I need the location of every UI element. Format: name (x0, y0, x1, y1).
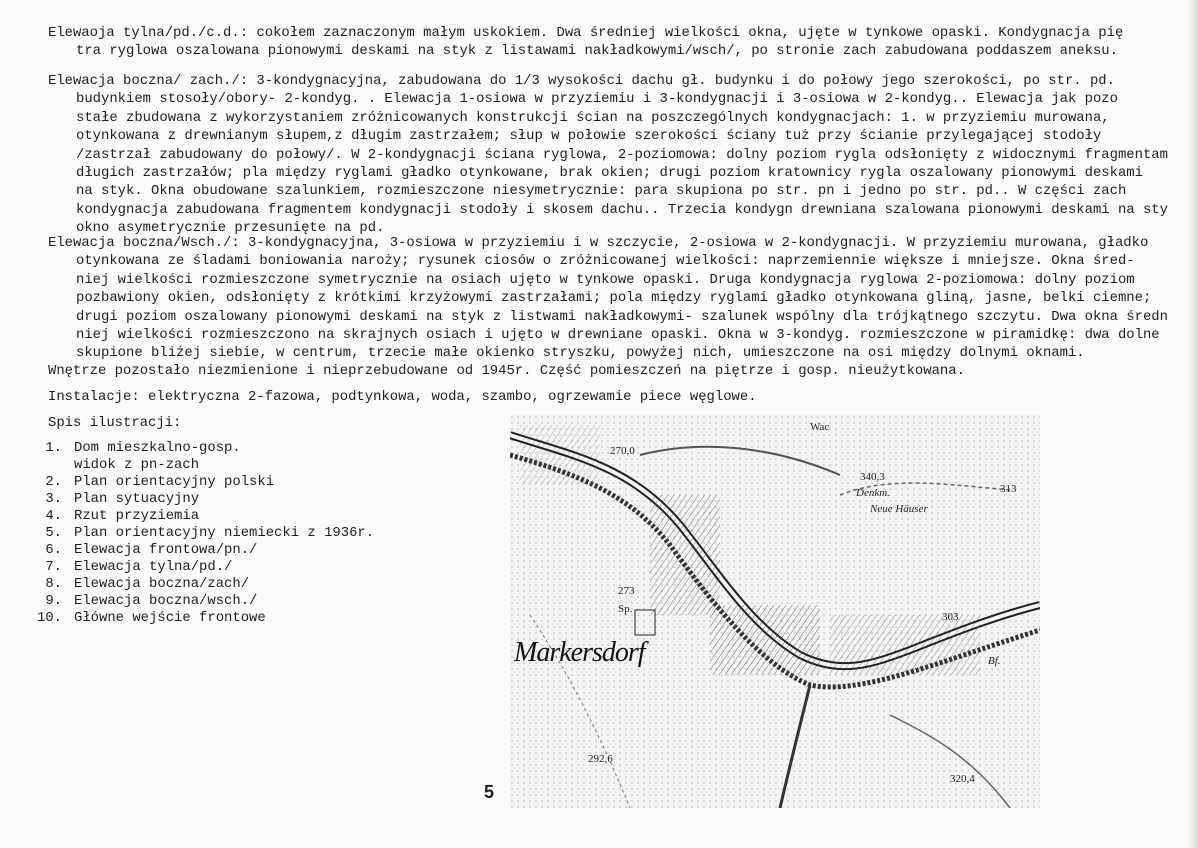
list-number: 2. (45, 474, 62, 490)
text-line: Elewaoja tylna/pd./c.d.: cokołem zaznaczonym małym uskokiem. Dwa średniej wielkości okna, ujęte w tynkowe opaski. Kondygnacja pię (48, 25, 1124, 41)
orientation-map (510, 415, 1040, 808)
list-text: Dom mieszkalno-gosp. (74, 440, 241, 456)
text-line: pozbawiony okien, odsłonięty z krótkimi krzyżowymi zastrzałami; pola między ryglami gładko otynkowana gliną, jasne, belki ciemne; (76, 290, 1152, 307)
map-label: 303 (942, 611, 959, 623)
map-label: 270,0 (610, 445, 635, 457)
text-line: długich zastrzałów; pla między ryglami gładko otynkowane, brak okien; drugi poziom kratownicy rygla oszalowany pionowymi deskami (76, 165, 1143, 181)
text-line: drugi poziom oszalowany pionowymi deskami na styk z listwami nakładkowymi- szalunek wspólny dla trójkątnego szczytu. Dwa okna średn (76, 308, 1168, 325)
text-line: otynkowana z drewnianym słupem,z długim zastrzałem; słup w połowie szerokości ściany tuż przy ścianie przylegającej stodoły (76, 128, 1102, 145)
list-text: Plan orientacyjny niemiecki z 1936r. (74, 525, 375, 541)
page-edge (1188, 0, 1198, 848)
text-line: otynkowana ze śladami boniowania naroży; rysunek ciosów o zróżnicowanej wielkości: naprzemiennie większe i mniejsze. Okna śred- (76, 253, 1135, 270)
list-text: widok z pn-zach (74, 457, 200, 473)
list-text: Plan orientacyjny polski (74, 474, 275, 490)
text-line: na styk. Okna obudowane szalunkiem, rozmieszczone niesymetrycznie: para skupiona po str. pn i jedno po str. pd.. W części zach (76, 183, 1127, 200)
list-text: Plan sytuacyjny (74, 491, 200, 507)
text-line: stałe zbudowana z wykorzystaniem zróżnicowanych konstrukcji ścian na poszczególnych kondygnacjach: 1. w przyziemiu murowana, (76, 109, 1110, 126)
page-number: 5 (484, 782, 495, 802)
text-line: Elewacja boczna/ zach./: 3-kondygnacyjna, zabudowana do 1/3 wysokości dachu gł. budynku i do połowy jego szerokości, po str. pd. (48, 73, 1115, 89)
map-label: 273 (618, 585, 635, 597)
text-line: Elewacja boczna/Wsch./: 3-kondygnacyjna, 3-osiowa w przyziemiu i w szczycie, 2-osiowa w 2-kondygnacji. W przyziemiu murowana, gładko (48, 235, 1149, 251)
text-line: niej wielkości rozmieszczono na skrajnych osiach i ujęto w drewniane opaski. Okna w 3-kondyg. rozmieszczone w piramidkę: dwa dolne (76, 327, 1160, 343)
map-label: 320,4 (950, 773, 975, 785)
map-drawing (510, 415, 1040, 808)
map-label: Neue Häuser (870, 503, 928, 515)
list-text: Elewacja tylna/pd./ (74, 559, 233, 575)
list-number: 9. (45, 593, 62, 609)
list-text: Rzut przyziemia (74, 508, 200, 524)
map-town-label: Markersdorf (514, 637, 645, 668)
text-line: kondygnacja zabudowana fragmentem kondygnacji stodoły i skosem dachu.. Trzecia kondygn drewniana szalowana pionowymi deskami na sty (76, 201, 1168, 218)
illustrations-heading: Spis ilustracji: (48, 415, 182, 431)
list-number: 10. (36, 610, 62, 626)
list-text: Elewacja boczna/wsch./ (74, 593, 258, 609)
list-text: Główne wejście frontowe (74, 610, 266, 626)
list-text: Elewacja frontowa/pn./ (74, 542, 258, 558)
interior-note: Wnętrze pozostało niezmienione i nieprzebudowane od 1945r. Część pomieszczeń na piętrze i gosp. nieużytkowana. (48, 363, 965, 379)
map-label: Bf. (988, 655, 1001, 667)
map-label: 313 (1000, 483, 1017, 495)
list-number: 1. (45, 440, 62, 456)
list-number: 4. (45, 508, 62, 524)
text-line: skupione bliżej siebie, w centrum, trzecie małe okienko stryszku, powyżej nich, umieszczone na osi między dolnymi oknami. (76, 345, 1085, 362)
text-line: tra ryglowa oszalowana pionowymi deskami na styk z listawami nakładkowymi/wsch/, po stronie zach zabudowana poddaszem aneksu. (76, 43, 1118, 59)
map-label: Denkm. (856, 487, 890, 499)
list-text: Elewacja boczna/zach/ (74, 576, 250, 592)
list-number: 5. (45, 525, 62, 541)
list-number: 8. (45, 576, 62, 592)
text-line: budynkiem stosoły/obory- 2-kondyg. . Elewacja 1-osiowa w przyziemiu i 3-kondygnacji i 3-osiowa w 2-kondyg.. Elewacja jak pozo (76, 91, 1118, 108)
map-label: 340,3 (860, 471, 885, 483)
map-label: Sp. (618, 603, 633, 615)
text-line: /zastrzał zabudowany do połowy/. W 2-kondygnacji ściana ryglowa, 2-poziomowa: dolny poziom rygla odsłonięty z widocznymi fragmentam (76, 146, 1168, 163)
list-number: 7. (45, 559, 62, 575)
map-label: Wac (810, 421, 830, 433)
text-line: niej wielkości rozmieszczone symetrycznie na osiach ujęto w tynkowe opaski. Druga kondygnacja ryglowa 2-poziomowa: dolny poziom (76, 271, 1135, 288)
installations-note: Instalacje: elektryczna 2-fazowa, podtynkowa, woda, szambo, ogrzewamie piece węglowe. (48, 389, 757, 405)
map-label: 292,6 (588, 753, 613, 765)
text-line: okno asymetrycznie przesunięte na pd. (76, 220, 385, 237)
list-number: 3. (45, 491, 62, 507)
list-number: 6. (45, 542, 62, 558)
